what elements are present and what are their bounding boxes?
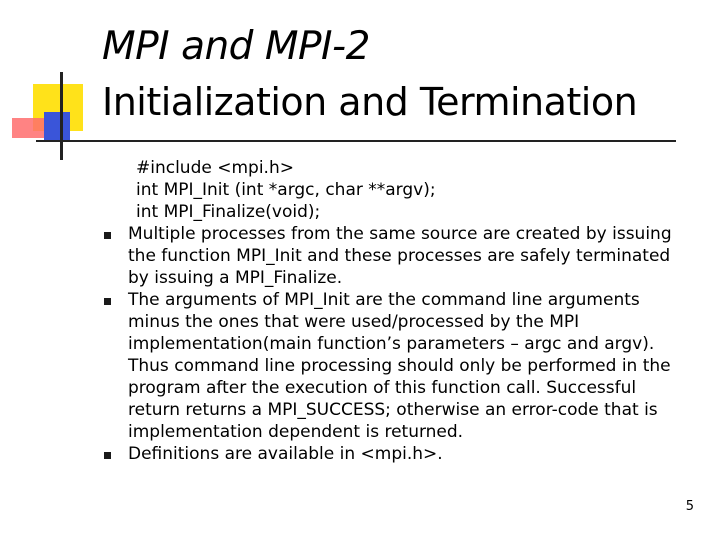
bullet-text: Multiple processes from the same source are created by issuing the function MPI_Init and these processes are safely terminated by issuing a MPI_Finalize. <box>128 224 672 288</box>
slide-title-line1: MPI and MPI-2 <box>102 24 370 69</box>
logo-blue-square <box>44 112 70 140</box>
code-line-finalize: int MPI_Finalize(void); <box>136 202 321 222</box>
bullet-square-icon <box>104 232 111 239</box>
slide-body <box>120 157 680 465</box>
bullet-square-icon <box>104 452 111 459</box>
code-line-include: #include <mpi.h> <box>136 158 294 178</box>
bullet-item <box>120 443 680 465</box>
bullet-item <box>120 289 680 443</box>
title-vertical-rule <box>60 72 63 160</box>
slide-title-line2: Initialization and Termination <box>102 80 638 124</box>
bullet-list <box>120 223 680 465</box>
bullet-square-icon <box>104 298 111 305</box>
bullet-text: Definitions are available in <mpi.h>. <box>128 444 443 464</box>
bullet-item <box>120 223 680 289</box>
title-horizontal-rule <box>36 140 676 142</box>
code-line-init: int MPI_Init (int *argc, char **argv); <box>136 180 436 200</box>
bullet-text: The arguments of MPI_Init are the command line arguments minus the ones that were used/processed by the MPI implementation(main function’s parameters – argc and argv). Thus command line processing should only be performed in the program after the execution of this function call. Successful return returns a MPI_SUCCESS; otherwise an error-code that is implementation dependent is returned. <box>128 290 671 442</box>
code-block <box>120 157 680 223</box>
page-number: 5 <box>685 499 694 514</box>
